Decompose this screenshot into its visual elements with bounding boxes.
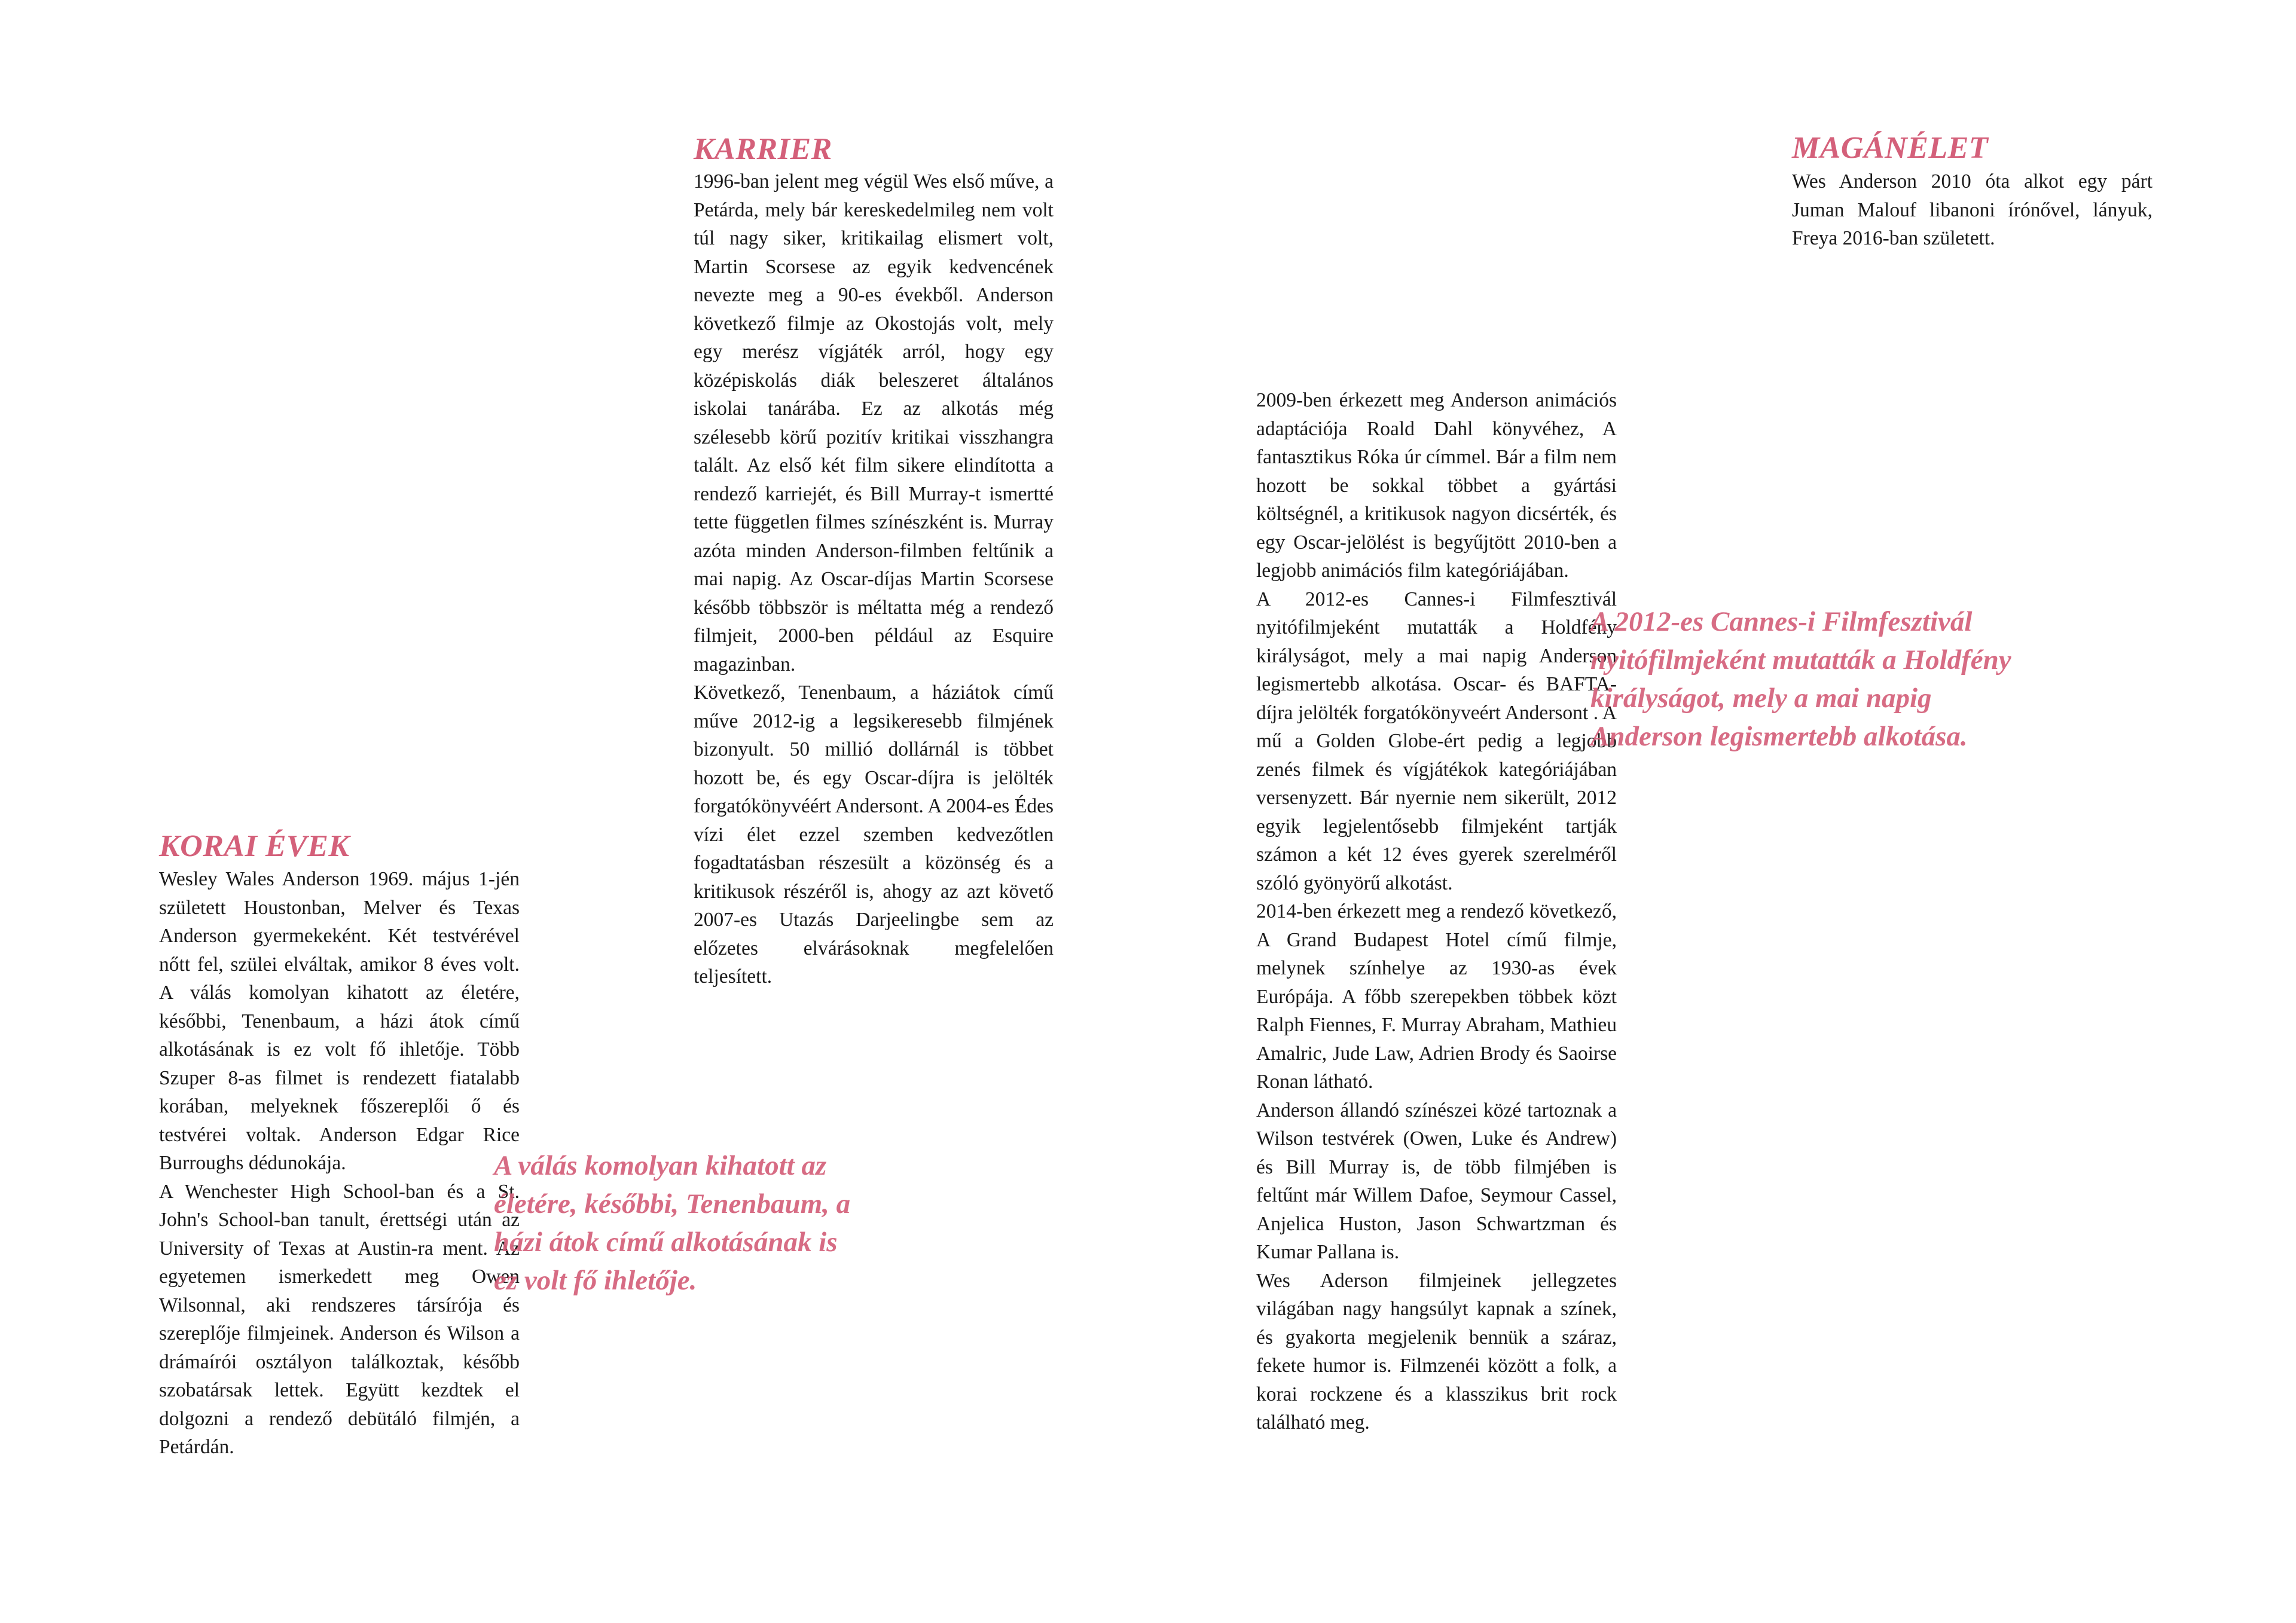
paragraph: Wes Aderson filmjeinek jellegzetes világában nagy hangsúlyt kapnak a színek, és gyakorta megjelenik bennük a száraz, fekete humor is. Filmzenéi között a folk, a korai rockzene és a klasszikus brit rock található meg. <box>1256 1269 1617 1434</box>
body-column-maganelet <box>1792 167 2152 253</box>
paragraph: Wesley Wales Anderson 1969. május 1-jén született Houstonban, Melver és Texas Anderson gyermekeként. Két testvérével nőtt fel, szülei elváltak, amikor 8 éves volt. A válás komolyan kihatott az életére, későbbi, Tenenbaum, a házi átok című alkotásának is ez volt fő ihletője. Több Szuper 8-as filmet is rendezett fiatalabb korában, melyeknek főszereplői ő és testvérei voltak. Anderson Edgar Rice Burroughs dédunokája. <box>159 868 520 1174</box>
pull-quote-cannes: A 2012-es Cannes-i Filmfesztivál nyitófilmjeként mutatták a Holdfény királyságot, mely a mai napig Anderson legismertebb alkotása. <box>1590 606 2011 752</box>
paragraph: Wes Anderson 2010 óta alkot egy párt Juman Malouf libanoni írónővel, lányuk, Freya 2016-ban született. <box>1792 170 2152 249</box>
pull-quote-korai-evek: A válás komolyan kihatott az életére, későbbi, Tenenbaum, a házi átok című alkotásának is ez volt fő ihletője. <box>494 1150 851 1296</box>
paragraph: Következő, Tenenbaum, a háziátok című műve 2012-ig a legsikeresebb filmjének bizonyult. 50 millió dollárnál is többet hozott be, és egy Oscar-díjra is jelölték forgatókönyvéért Andersont. A 2004-es Édes vízi élet ezzel szemben kedvezőtlen fogadtatásban részesült a közönség és a kritikusok részéről is, ahogy az azt követő 2007-es Utazás Darjeelingbe sem az előzetes elvárásoknak megfelelően teljesített. <box>694 681 1054 988</box>
body-column-filmography <box>1256 386 1617 1437</box>
paragraph: 1996-ban jelent meg végül Wes első műve, a Petárda, mely bár kereskedelmileg nem volt túl nagy siker, kritikailag elismert volt, Martin Scorsese az egyik kedvencének nevezte meg a 90-es évekből. Anderson következő filmje az Okostojás volt, mely egy merész vígjáték arról, hogy egy középiskolás diák beleszeret általános iskolai tanárába. Ez az alkotás még szélesebb körű pozitív kritikai visszhangra talált. Az első két film sikere elindította a rendező karriejét, és Bill Murray-t ismertté tette független filmes színészként is. Murray azóta minden Anderson-filmben feltűnik a mai napig. Az Oscar-díjas Martin Scorsese később többször is méltatta még a rendező filmjeit, 2000-ben például az Esquire magazinban. <box>694 170 1054 676</box>
section-heading-karrier: KARRIER <box>694 132 832 166</box>
section-heading-maganelet: MAGÁNÉLET <box>1792 131 1989 165</box>
paragraph: 2009-ben érkezett meg Anderson animációs adaptációja Roald Dahl könyvéhez, A fantasztikus Róka úr címmel. Bár a film nem hozott be sokkal többet a gyártási költségnél, a kritikusok nagyon dicsérték, és egy Oscar-jelölést is begyűjtött 2010-ben a legjobb animációs film kategóriájában. <box>1256 389 1617 582</box>
paragraph: A Wenchester High School-ban és a St. John's School-ban tanult, érettségi után az University of Texas at Austin-ra ment. Az egyetemen ismerkedett meg Owen Wilsonnal, aki rendszeres társírója és szereplője filmjeinek. Anderson és Wilson a drámaírói osztályon találkoztak, később szobatársak lettek. Együtt kezdtek el dolgozni a rendező debütáló filmjén, a Petárdán. <box>159 1180 520 1458</box>
paragraph: 2014-ben érkezett meg a rendező következő, A Grand Budapest Hotel című filmje, melynek színhelye az 1930-as évek Európája. A főbb szerepekben többek közt Ralph Fiennes, F. Murray Abraham, Mathieu Amalric, Jude Law, Adrien Brody és Saoirse Ronan látható. <box>1256 900 1617 1093</box>
paragraph: Anderson állandó színészei közé tartoznak a Wilson testvérek (Owen, Luke és Andrew) és Bill Murray is, de több filmjében is feltűnt már Willem Dafoe, Seymour Cassel, Anjelica Huston, Jason Schwartzman és Kumar Pallana is. <box>1256 1099 1617 1263</box>
section-heading-korai-evek: KORAI ÉVEK <box>159 829 350 863</box>
body-column-korai-evek <box>159 865 520 1462</box>
paragraph: A 2012-es Cannes-i Filmfesztivál nyitófilmjeként mutatták a Holdfény királyságot, mely a mai napig Anderson legismertebb alkotása. Oscar- és BAFTA-díjra jelölték forgatókönyveért Andersont . A mű a Golden Globe-ért pedig a legjobb zenés filmek és vígjátékok kategóriájában versenyzett. Bár nyernie nem sikerült, 2012 egyik legjelentősebb filmjeként tartják számon a két 12 éves gyerek szerelméről szóló gyönyörű alkotást. <box>1256 588 1617 894</box>
body-column-karrier <box>694 167 1054 991</box>
